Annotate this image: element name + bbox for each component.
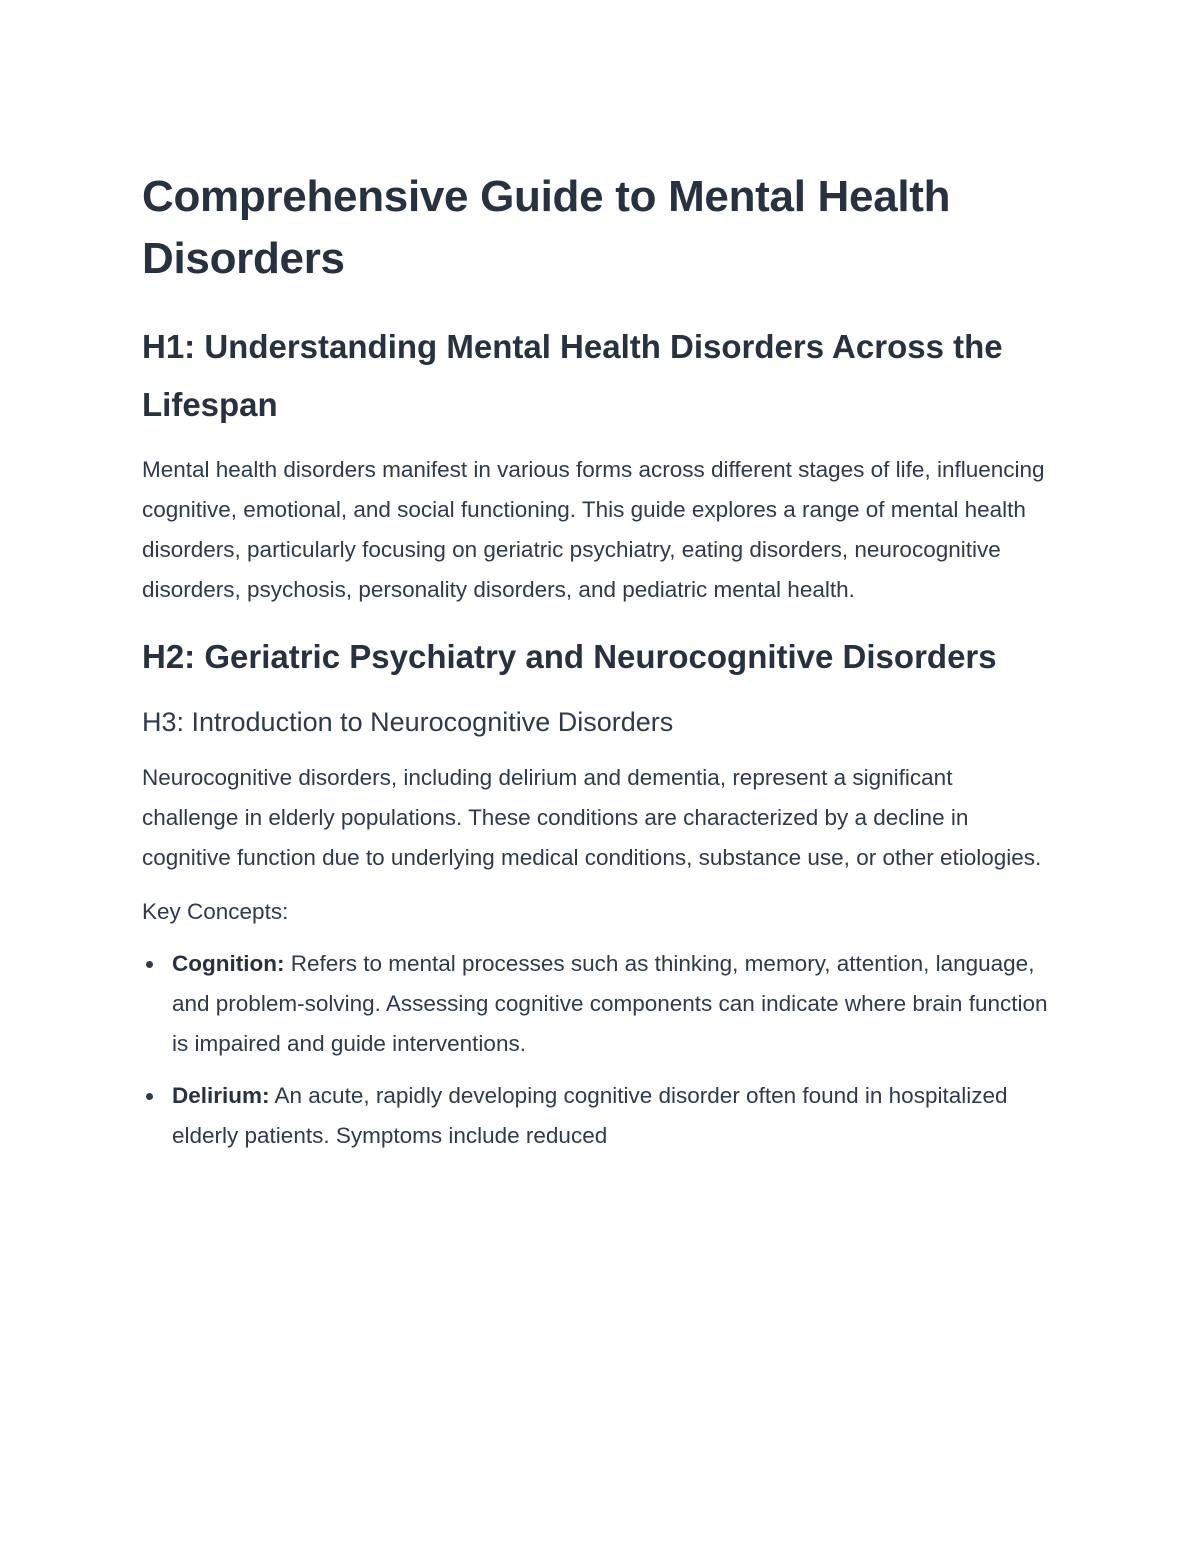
concept-description: Refers to mental processes such as thinking, memory, attention, language, and problem-solving. Assessing cognitive components can indicate where brain function is impaired and guide interventions. [172, 951, 1048, 1056]
key-concepts-label: Key Concepts: [142, 899, 289, 924]
document-title: Comprehensive Guide to Mental Health Disorders [142, 172, 951, 283]
subsection-heading-neurocognitive: H3: Introduction to Neurocognitive Disorders [142, 707, 674, 737]
list-item [172, 1076, 1050, 1156]
concept-description: An acute, rapidly developing cognitive disorder often found in hospitalized elderly patients. Symptoms include reduced [172, 1083, 1008, 1148]
section-heading-geriatric: H2: Geriatric Psychiatry and Neurocognitive Disorders [142, 638, 997, 675]
lifespan-paragraph: Mental health disorders manifest in various forms across different stages of life, influencing cognitive, emotional, and social functioning. This guide explores a range of mental health disorders, particularly focusing on geriatric psychiatry, eating disorders, neurocognitive disorders, psychosis, personality disorders, and pediatric mental health. [142, 457, 1045, 602]
bullet-icon [146, 961, 153, 968]
bullet-icon [146, 1093, 153, 1100]
section-heading-lifespan: H1: Understanding Mental Health Disorders Across the Lifespan [142, 328, 1003, 423]
key-concepts-list [142, 944, 1050, 1156]
list-item [172, 944, 1050, 1064]
concept-term: Cognition: [172, 951, 285, 976]
concept-term: Delirium: [172, 1083, 270, 1108]
neurocognitive-paragraph: Neurocognitive disorders, including delirium and dementia, represent a significant challenge in elderly populations. These conditions are characterized by a decline in cognitive function due to underlying medical conditions, substance use, or other etiologies. [142, 765, 1042, 870]
